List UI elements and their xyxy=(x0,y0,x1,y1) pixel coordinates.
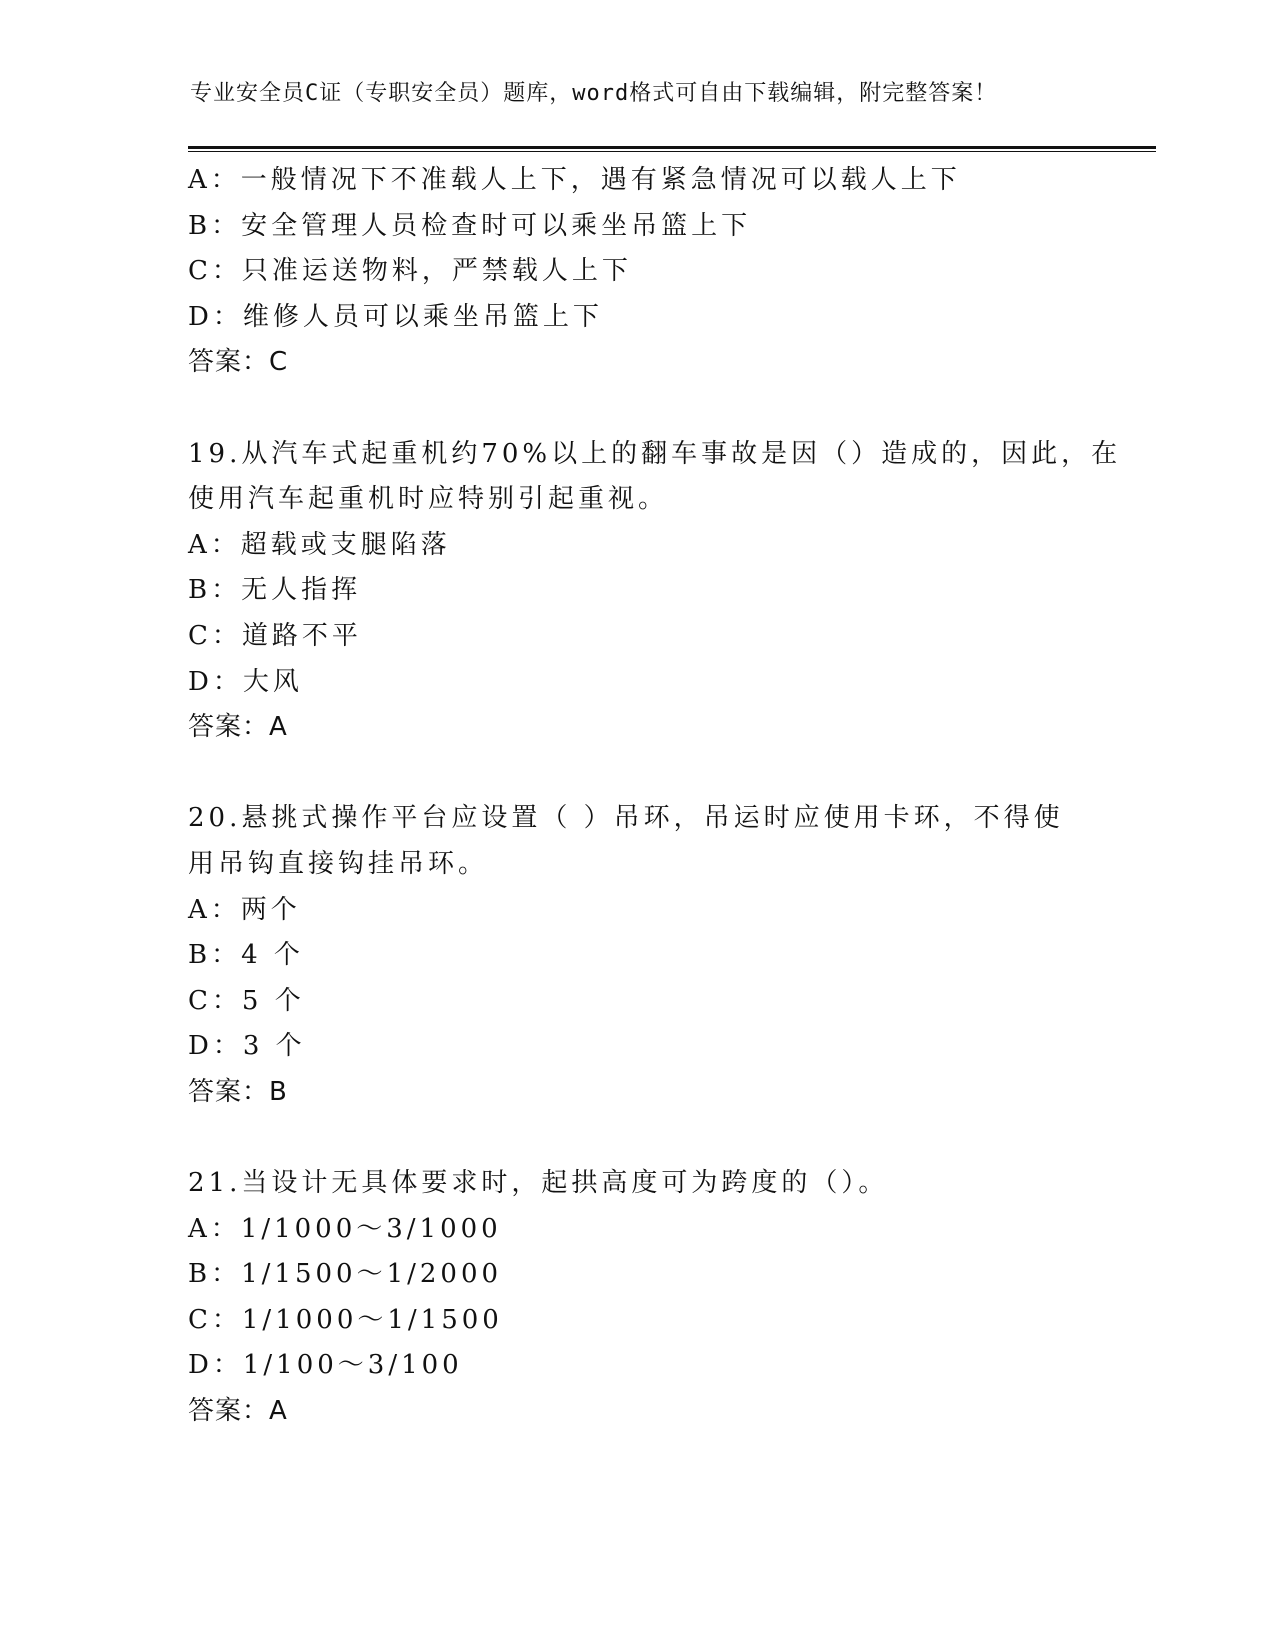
question-21 xyxy=(188,1161,1088,1435)
spacer xyxy=(188,386,1088,432)
spacer xyxy=(188,751,1088,797)
option-c: C：道路不平 xyxy=(188,620,362,651)
answer: 答案：A xyxy=(188,712,288,743)
option-c: C：只准运送物料，严禁载人上下 xyxy=(188,256,632,287)
question-text-line: 20.悬挑式操作平台应设置（ ）吊环，吊运时应使用卡环，不得使 xyxy=(188,803,1064,834)
option-d: D：1/100～3/100 xyxy=(188,1350,463,1381)
option-b: B：4 个 xyxy=(188,940,304,971)
option-b: B：安全管理人员检查时可以乘坐吊篮上下 xyxy=(188,210,752,241)
answer: 答案：C xyxy=(188,347,289,378)
spacer xyxy=(188,1115,1088,1161)
option-d: D：3 个 xyxy=(188,1031,306,1062)
option-d: D：维修人员可以乘坐吊篮上下 xyxy=(188,301,603,332)
header-divider xyxy=(188,146,1156,152)
option-b: B：无人指挥 xyxy=(188,575,362,606)
option-c: C：1/1000～1/1500 xyxy=(188,1304,503,1335)
option-c: C：5 个 xyxy=(188,985,305,1016)
page-header: 专业安全员C证（专职安全员）题库，word格式可自由下载编辑，附完整答案！ xyxy=(190,81,998,106)
question-list xyxy=(188,158,1122,1435)
option-a: A：一般情况下不准载人上下，遇有紧急情况可以载人上下 xyxy=(188,165,961,195)
question-text-line: 19.从汽车式起重机约70%以上的翻车事故是因（）造成的，因此，在 xyxy=(188,438,1122,469)
option-d: D：大风 xyxy=(188,666,303,697)
question-19 xyxy=(188,432,1122,751)
option-a: A：两个 xyxy=(188,894,301,925)
question-20 xyxy=(188,796,1088,1115)
option-a: A：1/1000～3/1000 xyxy=(188,1213,502,1244)
question-text-line: 21.当设计无具体要求时，起拱高度可为跨度的（）。 xyxy=(188,1168,889,1199)
prev-question xyxy=(188,158,1088,386)
question-text-line: 使用汽车起重机时应特别引起重视。 xyxy=(188,484,669,515)
answer: 答案：B xyxy=(188,1076,288,1107)
question-text-line: 用吊钩直接钩挂吊环。 xyxy=(188,848,489,879)
answer: 答案：A xyxy=(188,1396,288,1427)
option-a: A：超载或支腿陷落 xyxy=(188,529,451,560)
option-b: B：1/1500～1/2000 xyxy=(188,1259,503,1290)
